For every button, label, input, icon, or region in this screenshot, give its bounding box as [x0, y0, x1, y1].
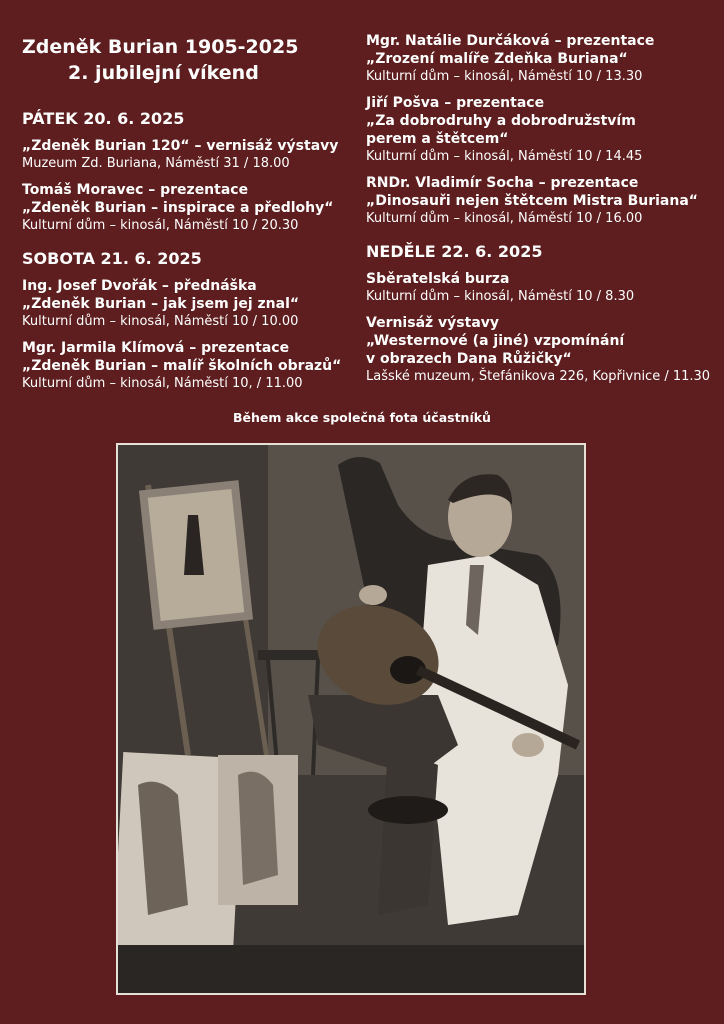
event-place: Muzeum Zd. Buriana, Náměstí 31 / 18.00 [22, 156, 290, 171]
event-title: RNDr. Vladimír Socha – prezentace „Dinosauři nejen štětcem Mistra Buriana“ [366, 175, 698, 209]
left-column [22, 108, 362, 401]
day-heading-saturday: SOBOTA 21. 6. 2025 [22, 249, 202, 268]
right-column [366, 32, 716, 394]
event-item [22, 181, 362, 234]
event-place: Kulturní dům – kinosál, Náměstí 10 / 14.45 [366, 149, 643, 164]
event-title: Mgr. Natálie Durčáková – prezentace „Zrození malíře Zdeňka Buriana“ [366, 33, 655, 67]
event-title: Mgr. Jarmila Klímová – prezentace „Zdeněk Burian – malíř školních obrazů“ [22, 340, 342, 374]
event-title: Sběratelská burza [366, 271, 510, 287]
event-title: „Zdeněk Burian 120“ – vernisáž výstavy [22, 138, 339, 154]
event-item [22, 277, 362, 330]
event-title: Jiří Pošva – prezentace „Za dobrodruhy a dobrodružstvím perem a štětcem“ [366, 95, 636, 147]
historic-photo [116, 443, 586, 995]
event-place: Kulturní dům – kinosál, Náměstí 10 / 13.30 [366, 69, 643, 84]
event-place: Kulturní dům – kinosál, Náměstí 10 / 20.30 [22, 218, 299, 233]
event-title: Ing. Josef Dvořák – přednáška „Zdeněk Burian – jak jsem jej znal“ [22, 278, 300, 312]
event-title: Tomáš Moravec – prezentace „Zdeněk Burian – inspirace a předlohy“ [22, 182, 334, 216]
event-place: Kulturní dům – kinosál, Náměstí 10 / 10.00 [22, 314, 299, 329]
day-heading-friday: PÁTEK 20. 6. 2025 [22, 109, 185, 128]
event-item [366, 314, 716, 385]
title-line-1: Zdeněk Burian 1905-2025 [22, 36, 299, 58]
event-title: Vernisáž výstavy „Westernové (a jiné) vzpomínání v obrazech Dana Růžičky“ [366, 315, 625, 367]
event-place: Kulturní dům – kinosál, Náměstí 10, / 11.00 [22, 376, 303, 391]
title-line-2: 2. jubilejní víkend [68, 62, 259, 84]
event-place: Lašské muzeum, Štefánikova 226, Kopřivnice / 11.30 [366, 369, 711, 384]
poster-title [22, 34, 322, 86]
photo-note: Během akce společná fota účastníků [233, 410, 491, 425]
event-item [366, 94, 716, 165]
day-heading-sunday: NEDĚLE 22. 6. 2025 [366, 242, 543, 261]
event-place: Kulturní dům – kinosál, Náměstí 10 / 16.00 [366, 211, 643, 226]
event-place: Kulturní dům – kinosál, Náměstí 10 / 8.30 [366, 289, 635, 304]
event-item [366, 270, 716, 305]
event-item [22, 339, 362, 392]
event-item [366, 174, 716, 227]
event-item [22, 137, 362, 172]
artist-with-guitar-illustration [118, 445, 584, 993]
event-item [366, 32, 716, 85]
